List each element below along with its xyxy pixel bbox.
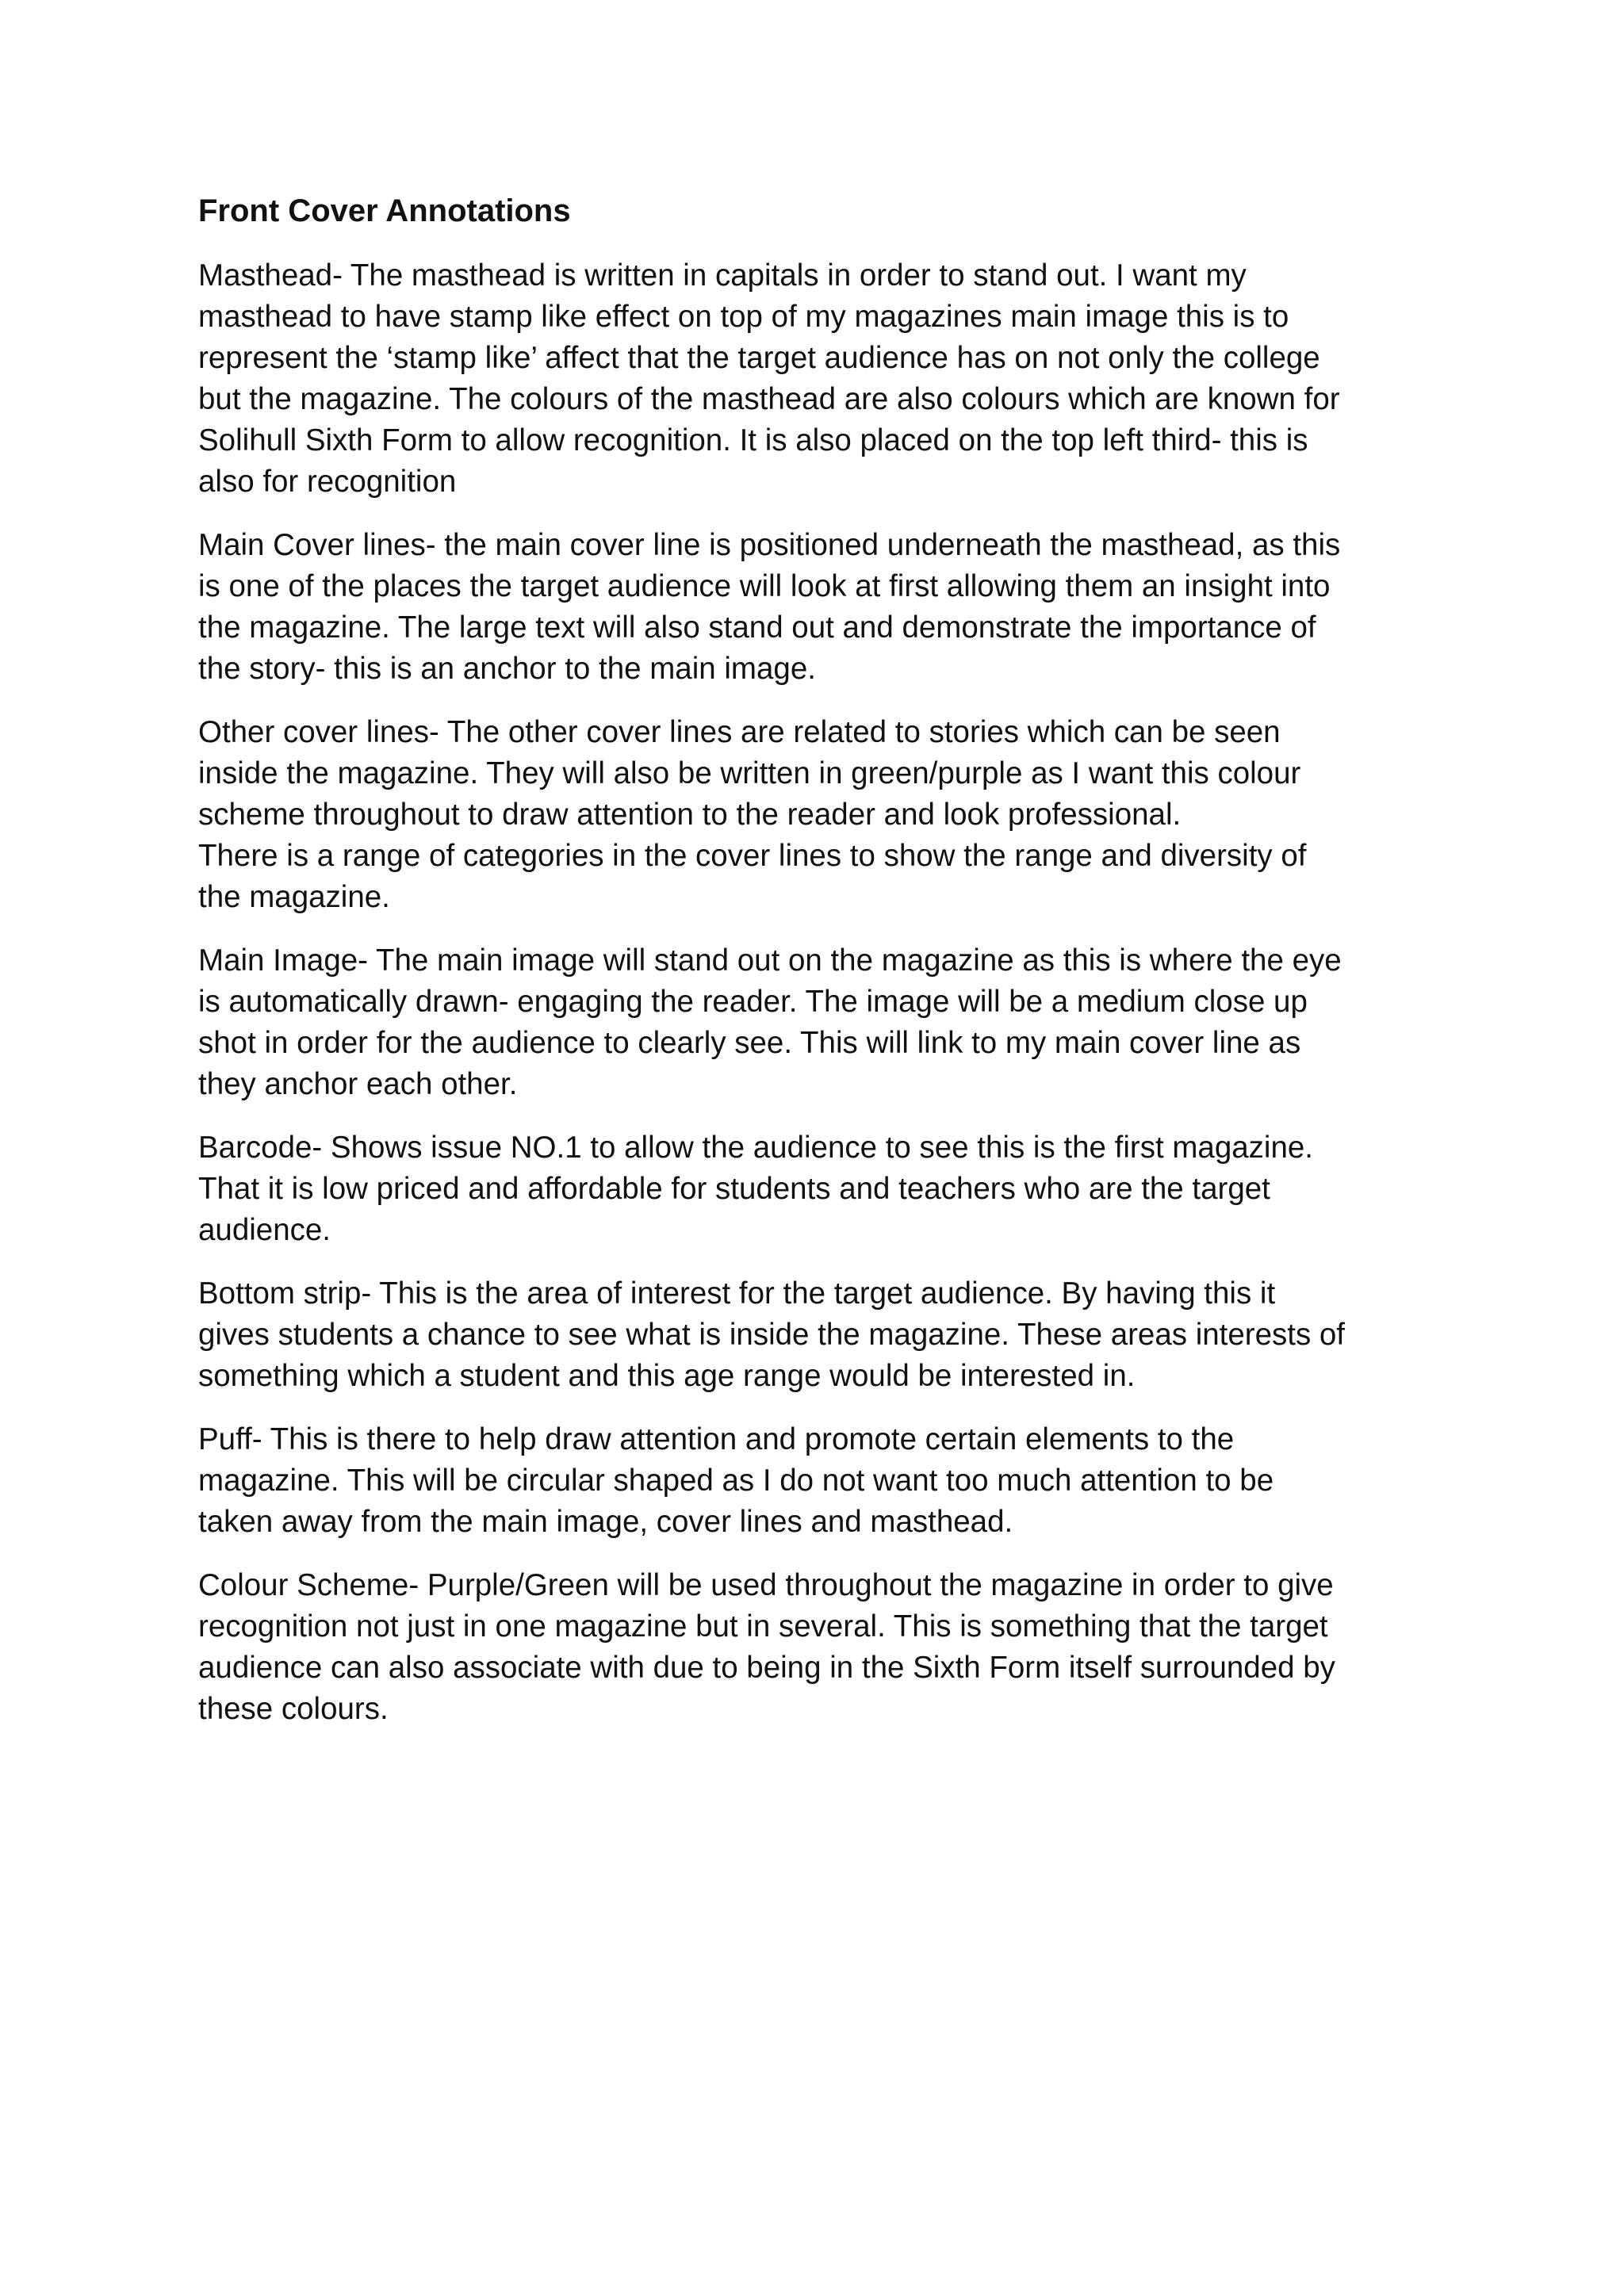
- paragraph-puff: [198, 1419, 1467, 1543]
- text-line: Other cover lines- The other cover lines are related to stories which can be seen: [198, 715, 1281, 749]
- text-line: the story- this is an anchor to the main image.: [198, 652, 816, 686]
- text-line: they anchor each other.: [198, 1067, 518, 1101]
- text-line: magazine. This will be circular shaped as I do not want too much attention to be: [198, 1464, 1274, 1498]
- text-line: shot in order for the audience to clearly see. This will link to my main cover line as: [198, 1026, 1301, 1060]
- text-line: these colours.: [198, 1692, 389, 1726]
- text-line: also for recognition: [198, 465, 457, 499]
- text-line: There is a range of categories in the cover lines to show the range and diversity of: [198, 839, 1307, 873]
- text-line: inside the magazine. They will also be written in green/purple as I want this colour: [198, 756, 1301, 790]
- paragraph-barcode: [198, 1127, 1467, 1251]
- text-line: is automatically drawn- engaging the reader. The image will be a medium close up: [198, 985, 1308, 1019]
- text-line: Main Cover lines- the main cover line is positioned underneath the masthead, as this: [198, 528, 1341, 562]
- text-line: Solihull Sixth Form to allow recognition. It is also placed on the top left third- this is: [198, 423, 1308, 457]
- paragraph-colour-scheme: [198, 1565, 1467, 1730]
- text-line: is one of the places the target audience will look at first allowing them an insight into: [198, 569, 1331, 603]
- text-line: the magazine.: [198, 880, 390, 914]
- text-line: audience can also associate with due to being in the Sixth Form itself surrounded by: [198, 1651, 1335, 1685]
- text-line: That it is low priced and affordable for students and teachers who are the target: [198, 1172, 1270, 1206]
- document-body: [198, 190, 1467, 1752]
- document-title: Front Cover Annotations: [198, 193, 571, 228]
- text-line: gives students a chance to see what is inside the magazine. These areas interests of: [198, 1318, 1346, 1352]
- paragraph-main-cover-lines: [198, 525, 1467, 690]
- text-line: Barcode- Shows issue NO.1 to allow the audience to see this is the first magazine.: [198, 1131, 1313, 1165]
- text-line: taken away from the main image, cover lines and masthead.: [198, 1505, 1013, 1539]
- text-line: something which a student and this age range would be interested in.: [198, 1359, 1136, 1393]
- text-line: Colour Scheme- Purple/Green will be used throughout the magazine in order to give: [198, 1568, 1334, 1602]
- text-line: Bottom strip- This is the area of interest for the target audience. By having this it: [198, 1276, 1276, 1311]
- text-line: audience.: [198, 1213, 331, 1247]
- paragraph-masthead: [198, 255, 1467, 503]
- text-line: Puff- This is there to help draw attention and promote certain elements to the: [198, 1422, 1235, 1456]
- paragraph-main-image: [198, 940, 1467, 1105]
- text-line: Main Image- The main image will stand out on the magazine as this is where the eye: [198, 943, 1342, 978]
- text-line: the magazine. The large text will also stand out and demonstrate the importance of: [198, 610, 1316, 645]
- paragraph-bottom-strip: [198, 1273, 1467, 1397]
- text-line: scheme throughout to draw attention to the reader and look professional.: [198, 798, 1182, 832]
- text-line: Masthead- The masthead is written in capitals in order to stand out. I want my: [198, 258, 1247, 293]
- paragraph-other-cover-lines: [198, 712, 1467, 918]
- text-line: represent the ‘stamp like’ affect that the target audience has on not only the college: [198, 341, 1320, 375]
- text-line: but the magazine. The colours of the masthead are also colours which are known for: [198, 382, 1340, 416]
- text-line: masthead to have stamp like effect on top of my magazines main image this is to: [198, 300, 1289, 334]
- text-line: recognition not just in one magazine but in several. This is something that the target: [198, 1609, 1328, 1644]
